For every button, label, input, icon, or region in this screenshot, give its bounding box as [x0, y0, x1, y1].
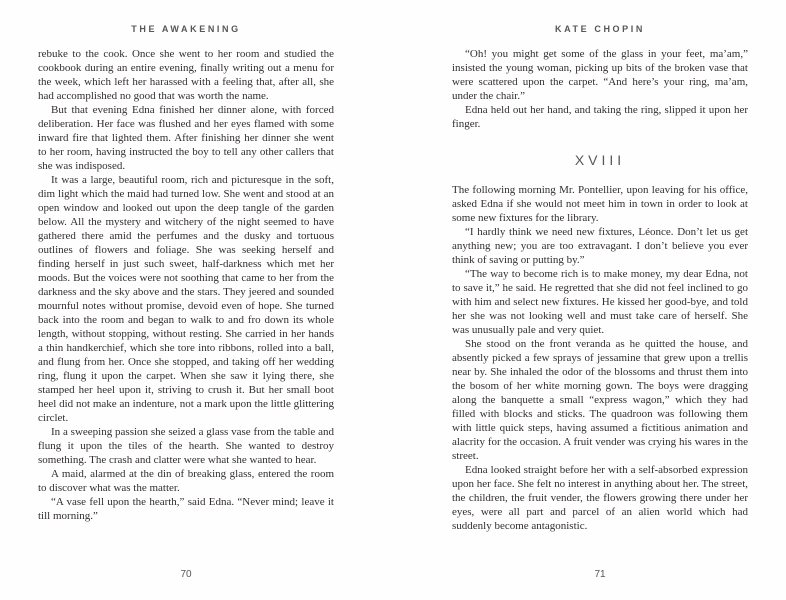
paragraph: “A vase fell upon the hearth,” said Edna. “Never mind; leave it till morning.” [38, 496, 334, 522]
page-right [452, 0, 748, 600]
running-head-book-title: THE AWAKENING [131, 24, 241, 34]
paragraph: It was a large, beautiful room, rich and picturesque in the soft, dim light which the maid had turned low. She went and stood at an open window and looked out upon the deep tangle of the garden below. All the mystery and witchery of the night seemed to have gathered there amid the perfumes and the dusky and tortuous outlines of flowers and foliage. She was seeking herself and finding herself in just such sweet, half-darkness which met her moods. But the voices were not soothing that came to her from the darkness and the sky above and the stars. They jeered and sounded mournful notes without promise, devoid even of hope. She turned back into the room and began to walk to and fro down its whole length, without stopping, without resting. She carried in her hands a thin handkerchief, which she tore into ribbons, rolled into a ball, and flung from her. Once she stopped, and taking off her wedding ring, flung it upon the carpet. When she saw it lying there, she stamped her heel upon it, striving to crush it. But her small boot heel did not make an indenture, not a mark upon the little glittering circlet. [38, 174, 334, 424]
paragraph: “The way to become rich is to make money, my dear Edna, not to save it,” he said. He regretted that she did not feel inclined to go with him and select new fixtures. He kissed her good-bye, and told her she was not looking well and must take care of herself. She was unusually pale and very quiet. [452, 268, 748, 336]
paragraph: Edna held out her hand, and taking the ring, slipped it upon her finger. [452, 104, 748, 130]
page-number-left: 70 [180, 569, 192, 580]
paragraph: rebuke to the cook. Once she went to her room and studied the cookbook during an entire evening, finally writing out a menu for the week, which left her harassed with a feeling that, after all, she had accomplished no good that was worth the name. [38, 48, 334, 102]
paragraph: A maid, alarmed at the din of breaking glass, entered the room to discover what was the matter. [38, 468, 334, 494]
running-head-author: KATE CHOPIN [555, 24, 645, 34]
page-right-body [452, 47, 748, 533]
page-left [38, 0, 334, 600]
page-left-body [38, 47, 334, 523]
page-number-right: 71 [594, 569, 606, 580]
paragraph: “I hardly think we need new fixtures, Léonce. Don’t let us get anything new; you are too extravagant. I don’t believe you ever think of saving or putting by.” [452, 226, 748, 266]
paragraph: But that evening Edna finished her dinner alone, with forced deliberation. Her face was flushed and her eyes flamed with some inward fire that lighted them. After finishing her dinner she went to her room, having instructed the boy to tell any other callers that she was indisposed. [38, 104, 334, 172]
paragraph: In a sweeping passion she seized a glass vase from the table and flung it upon the tiles of the hearth. She wanted to destroy something. The crash and clatter were what she wanted to hear. [38, 426, 334, 466]
paragraph: The following morning Mr. Pontellier, upon leaving for his office, asked Edna if she would not meet him in town in order to look at some new fixtures for the library. [452, 184, 748, 224]
chapter-heading: XVIII [574, 152, 626, 168]
paragraph: She stood on the front veranda as he quitted the house, and absently picked a few sprays of jessamine that grew upon a trellis near by. She inhaled the odor of the blossoms and thrust them into the bosom of her white morning gown. The boys were dragging along the banquette a small “express wagon,” which they had filled with blocks and sticks. The quadroon was following them with little quick steps, having assumed a fictitious animation and alacrity for the occasion. A fruit vender was crying his wares in the street. [452, 338, 748, 462]
paragraph: “Oh! you might get some of the glass in your feet, ma’am,” insisted the young woman, picking up bits of the broken vase that were scattered upon the carpet. “And here’s your ring, ma’am, under the chair.” [452, 48, 748, 102]
paragraph: Edna looked straight before her with a self-absorbed expression upon her face. She felt no interest in anything about her. The street, the children, the fruit vender, the flowers growing there under her eyes, were all part and parcel of an alien world which had suddenly become antagonistic. [452, 464, 748, 532]
